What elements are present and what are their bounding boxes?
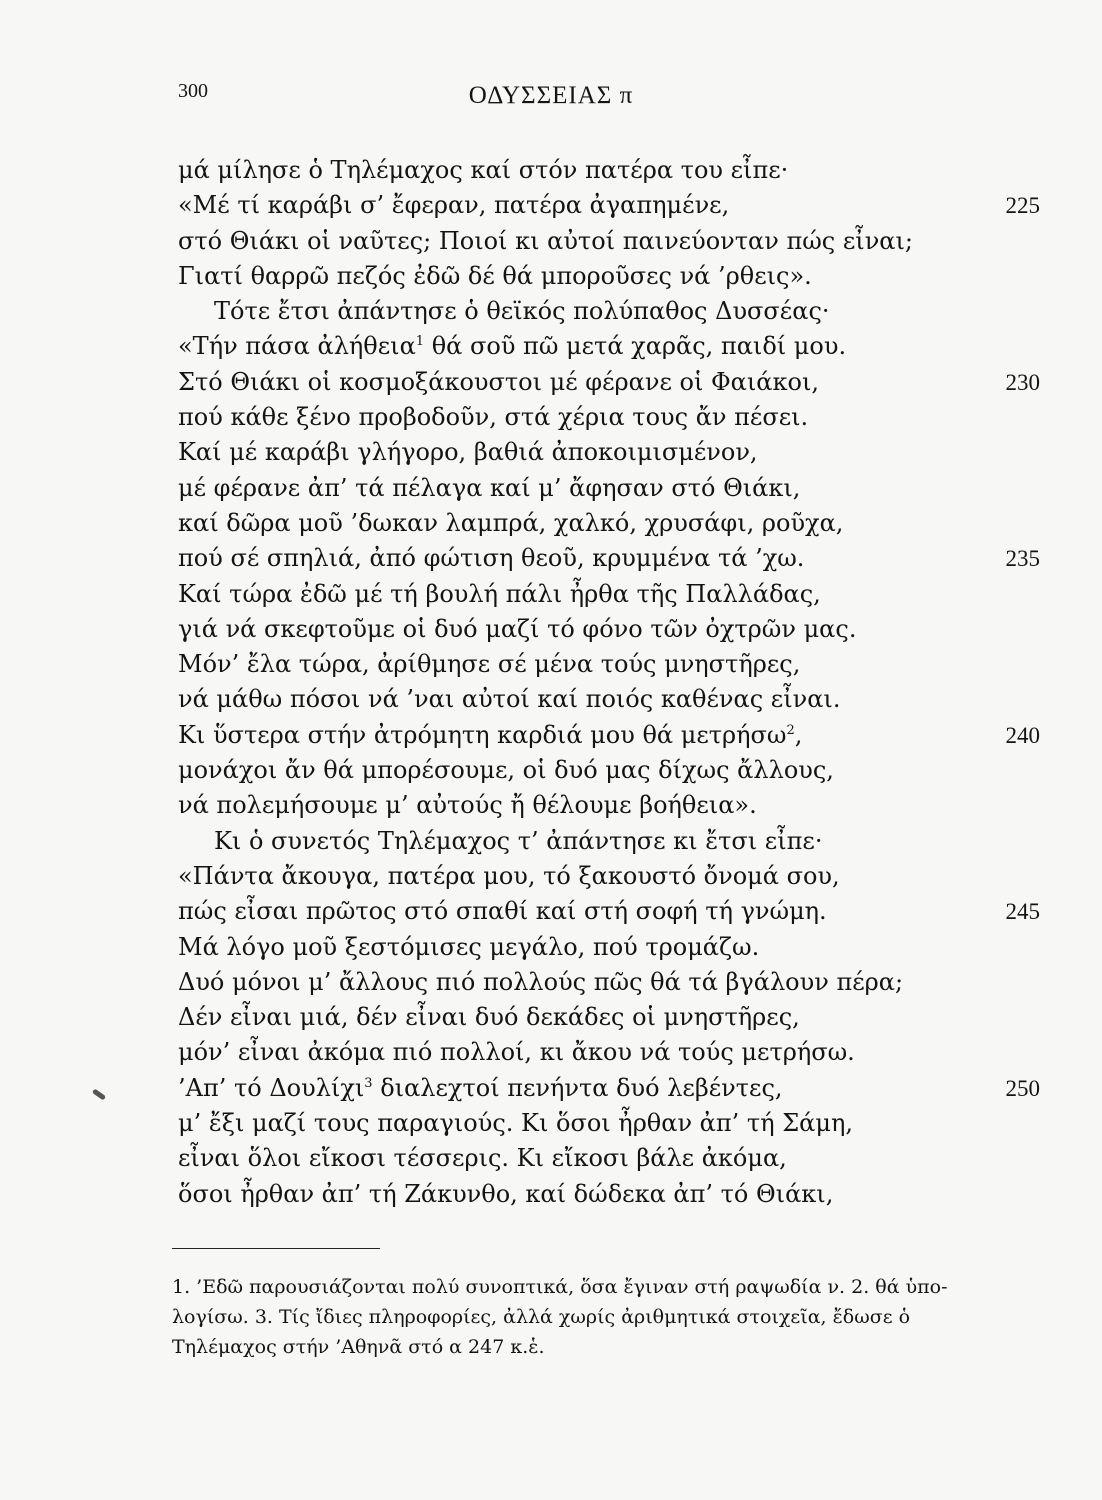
verse-text-segment: διαλεχτοί πενήντα δυό λεβέντες,: [372, 1073, 783, 1102]
verse-line: [178, 824, 1048, 859]
verse-line: [178, 153, 1048, 188]
verse-text: [178, 227, 913, 255]
verse-text: [178, 368, 819, 396]
verse-line: [178, 1071, 1048, 1106]
verse-line: [178, 612, 1048, 647]
verse-text: [178, 191, 729, 219]
verse-text: [178, 1144, 787, 1172]
verse-line: [178, 1106, 1048, 1141]
verse-text: [178, 685, 840, 713]
verse-line: [178, 1035, 1048, 1070]
verse-line: [178, 1000, 1048, 1035]
verse-line: [178, 506, 1048, 541]
verse-text: [178, 650, 800, 678]
verse-text-segment: Γιατί θαρρῶ πεζός ἐδῶ δέ θά μποροῦσες νά ’ρθεις».: [178, 261, 812, 290]
verse-text-segment: πού σέ σπηλιά, ἀπό φώτιση θεοῦ, κρυμμένα τά ’χω.: [178, 544, 805, 573]
verse-text-segment: Δέν εἶναι μιά, δέν εἶναι δυό δεκάδες οἱ μνηστῆρες,: [178, 1003, 800, 1032]
verse-text-segment: Μόν’ ἔλα τώρα, ἀρίθμησε σέ μένα τούς μνηστῆρες,: [178, 650, 801, 679]
verse-text-segment: Στό Θιάκι οἱ κοσμοξάκουστοι μέ φέρανε οἱ Φαιάκοι,: [178, 367, 819, 396]
verse-line: [178, 682, 1048, 717]
verse-line: [178, 365, 1048, 400]
verse-text-segment: ὅσοι ἦρθαν ἀπ’ τή Ζάκυνθο, καί δώδεκα ἀπ’ τό Θιάκι,: [178, 1179, 834, 1208]
verse-text-segment: μονάχοι ἄν θά μπορέσουμε, οἱ δυό μας δίχως ἄλλους,: [178, 756, 834, 785]
running-head-title: ΟΔΥΣΣΕΙΑΣ π: [468, 82, 634, 109]
footnote-reference: 3: [364, 1075, 373, 1091]
verse-line: [178, 788, 1048, 823]
verse-text-segment: Κι ὕστερα στήν ἀτρόμητη καρδιά μου θά μετρήσω: [178, 720, 787, 749]
footnote-reference: 1: [415, 334, 425, 350]
verse-line: [178, 259, 1048, 294]
verse-text: [178, 544, 804, 572]
verse-line: [178, 188, 1048, 223]
verse-text-segment: Μά λόγο μοῦ ξεστόμισες μεγάλο, πού τρομάζω.: [178, 932, 760, 961]
verse-text-segment: «Τήν πάσα ἀλήθεια: [178, 332, 416, 361]
verse-text-segment: Καί τώρα ἐδῶ μέ τή βουλή πάλι ἦρθα τῆς Παλλάδας,: [178, 579, 821, 608]
verse-text-segment: ’Απ’ τό Δουλίχι: [178, 1073, 365, 1102]
verse-line: [178, 577, 1048, 612]
verse-text-segment: «Πάντα ἄκουγα, πατέρα μου, τό ξακουστό ὄνομά σου,: [178, 861, 840, 890]
footnote-line: Τηλέμαχος στήν ’Αθηνᾶ στό α 247 κ.ἑ.: [172, 1336, 545, 1358]
verse-text-segment: εἶναι ὅλοι εἴκοσι τέσσερις. Κι εἴκοσι βάλε ἀκόμα,: [178, 1144, 787, 1173]
verse-text: [178, 862, 840, 890]
verse-text: [178, 756, 834, 784]
verse-text: [178, 1180, 833, 1208]
verse-text-segment: πού κάθε ξένο προβοδοῦν, στά χέρια τους ἄν πέσει.: [178, 403, 809, 432]
verse-line: [178, 647, 1048, 682]
verse-text-segment: νά πολεμήσουμε μ’ αὐτούς ἤ θέλουμε βοήθεια».: [178, 791, 757, 820]
verse-text: [178, 580, 821, 608]
line-number: 240: [1005, 722, 1040, 748]
verse-text-segment: Κι ὁ συνετός Τηλέμαχος τ’ ἀπάντησε κι ἔτσι εἶπε·: [214, 826, 823, 855]
verse-text-segment: γιά νά σκεφτοῦμε οἱ δυό μαζί τό φόνο τῶν ὀχτρῶν μας.: [178, 614, 857, 643]
verse-line: [178, 753, 1048, 788]
verse-text-segment: μ’ ἔξι μαζί τους παραγιούς. Κι ὅσοι ἦρθαν ἀπ’ τή Σάμη,: [178, 1109, 853, 1138]
verse-text-segment: νά μάθω πόσοι νά ’ναι αὐτοί καί ποιός καθένας εἶναι.: [178, 685, 841, 714]
line-number: 250: [1005, 1075, 1040, 1101]
verse-line: [178, 894, 1048, 929]
verse-line: [178, 471, 1048, 506]
verse-text: [178, 1109, 853, 1137]
verse-text-segment: Δυό μόνοι μ’ ἄλλους πιό πολλούς πῶς θά τά βγάλουν πέρα;: [178, 967, 904, 996]
verse-text: [178, 332, 846, 360]
verse-line: [178, 435, 1048, 470]
verse-text: [178, 438, 758, 466]
verse-text: [178, 827, 822, 855]
verse-text: [178, 509, 843, 537]
verse-text: [178, 156, 788, 184]
verse-text: [178, 615, 856, 643]
verse-text: [178, 1038, 855, 1066]
footnote-divider: [172, 1248, 380, 1249]
footnote-line: 1. ’Εδῶ παρουσιάζονται πολύ συνοπτικά, ὅσα ἔγιναν στή ραψωδία ν. 2. θά ὑπο-: [172, 1276, 948, 1298]
line-number: 230: [1005, 369, 1040, 395]
verse-line: [178, 859, 1048, 894]
verse-text-segment: «Μέ τί καράβι σ’ ἔφεραν, πατέρα ἀγαπημένε,: [178, 191, 730, 220]
verse-line: [178, 930, 1048, 965]
verse-text: [178, 933, 759, 961]
verse-text: [178, 474, 800, 502]
verse-text: [178, 897, 827, 925]
verse-text: [178, 791, 757, 819]
verse-text-segment: Καί μέ καράβι γλήγορο, βαθιά ἀποκοιμισμένον,: [178, 438, 758, 467]
verse-text: [178, 403, 808, 431]
verse-text-segment: ,: [794, 720, 803, 749]
footnotes-block: [172, 1272, 1042, 1362]
page-number: 300: [178, 80, 208, 102]
verse-line: [178, 294, 1048, 329]
verse-text-segment: θά σοῦ πῶ μετά χαρᾶς, παιδί μου.: [424, 332, 847, 361]
verse-line: [178, 224, 1048, 259]
verse-text: [178, 1003, 800, 1031]
verse-line: [178, 329, 1048, 364]
line-number: 235: [1005, 546, 1040, 572]
line-number: 225: [1005, 193, 1040, 219]
verse-text-segment: μέ φέρανε ἀπ’ τά πέλαγα καί μ’ ἄφησαν στό Θιάκι,: [178, 473, 801, 502]
line-number: 245: [1005, 899, 1040, 925]
verse-line: [178, 1141, 1048, 1176]
verse-line: [178, 541, 1048, 576]
verse-text: [178, 297, 830, 325]
verse-text-segment: καί δῶρα μοῦ ’δωκαν λαμπρά, χαλκό, χρυσάφι, ροῦχα,: [178, 508, 844, 537]
verse-text-segment: στό Θιάκι οἱ ναῦτες; Ποιοί κι αὐτοί παινεύονταν πώς εἶναι;: [178, 226, 913, 255]
verse-line: [178, 965, 1048, 1000]
verse-line: [178, 400, 1048, 435]
verse-text: [178, 1074, 783, 1102]
verse-text: [178, 968, 903, 996]
verse-text-segment: Τότε ἔτσι ἀπάντησε ὁ θεϊκός πολύπαθος Δυσσέας·: [214, 297, 830, 326]
footnote-line: λογίσω. 3. Τίς ἴδιες πληροφορίες, ἀλλά χωρίς ἀριθμητικά στοιχεῖα, ἔδωσε ὁ: [172, 1306, 911, 1328]
verse-text-segment: πώς εἶσαι πρῶτος στό σπαθί καί στή σοφή τή γνώμη.: [178, 897, 827, 926]
verse-line: [178, 1177, 1048, 1212]
verse-block: [178, 153, 1048, 1212]
verse-text-segment: μά μίλησε ὁ Τηλέμαχος καί στόν πατέρα του εἶπε·: [178, 156, 789, 184]
verse-line: [178, 718, 1048, 753]
verse-text: [178, 721, 802, 749]
footnote-reference: 2: [786, 722, 795, 738]
verse-text: [178, 262, 812, 290]
verse-text-segment: μόν’ εἶναι ἀκόμα πιό πολλοί, κι ἄκου νά τούς μετρήσω.: [178, 1038, 855, 1067]
scan-speck: [92, 1088, 106, 1100]
